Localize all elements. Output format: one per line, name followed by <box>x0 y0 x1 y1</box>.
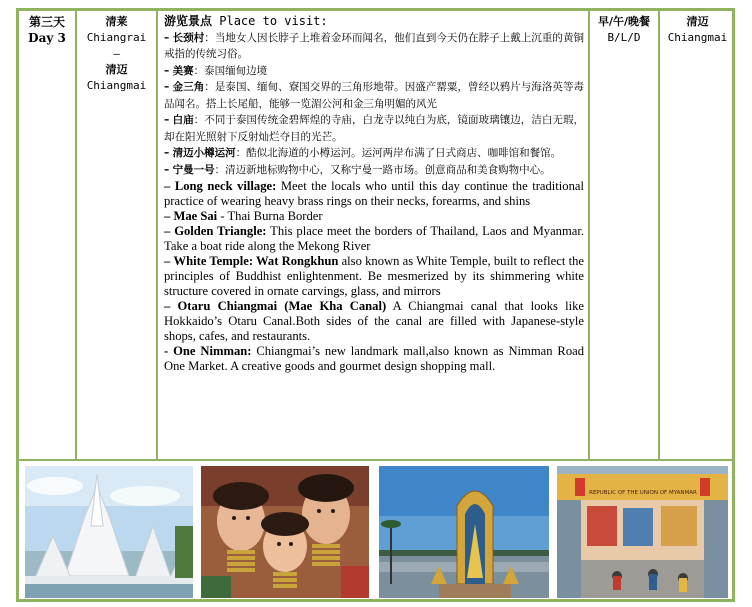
chinese-attraction-list <box>164 30 584 179</box>
row-divider <box>19 459 732 461</box>
en-bullet: – <box>164 254 171 269</box>
zh-attraction-item <box>164 112 584 145</box>
zh-attraction-desc: ：是泰国、缅甸、寮国交界的三角形地带。因盛产罂粟，曾经以鸦片与海洛英等毒品闻名。搭上长尾船，能够一览湄公河和金三角明媚的风光 <box>164 81 585 110</box>
zh-attraction-item <box>164 145 584 162</box>
en-bullet: – <box>164 299 171 314</box>
day-label-cn: 第三天 <box>28 15 65 29</box>
english-attraction-list <box>164 179 584 374</box>
zh-attraction-desc: ：清迈新地标购物中心，又称宁曼一路市场。创意商品和美食购物中心。 <box>214 163 551 176</box>
long-neck-village-photo <box>201 466 369 598</box>
heading-cn: 游览景点 <box>164 14 213 28</box>
zh-attraction-item <box>164 79 584 112</box>
zh-attraction-item <box>164 30 584 63</box>
meals-cell <box>590 11 660 459</box>
zh-attraction-desc: ：不同于泰国传统金碧辉煌的寺庙，白龙寺以纯白为底，镜面玻璃镶边，洁白无瑕，却在阳光照射下反射灿烂夺目的光芒。 <box>164 114 585 143</box>
en-attraction-item <box>164 209 584 224</box>
zh-bullet: – <box>164 114 170 127</box>
zh-attraction-desc: ：当地女人因长脖子上堆着金环而闻名，他们直到今天仍在脖子上戴上沉重的黄铜戒指的传统习俗。 <box>164 31 585 61</box>
zh-attraction-name: 金三角 <box>172 81 205 94</box>
en-attraction-item <box>164 344 584 374</box>
zh-attraction-name: 宁曼一号 <box>172 163 215 176</box>
zh-attraction-item <box>164 63 584 80</box>
en-bullet: - <box>164 344 169 359</box>
en-attraction-name: Long neck village: <box>174 179 277 194</box>
en-attraction-desc: Meet the locals who until this day continue the traditional practice of wearing heavy brass rings on their necks, forearms, and shins <box>164 179 584 209</box>
en-attraction-desc: - Thai Burna Border <box>217 209 323 224</box>
en-attraction-item <box>164 224 584 254</box>
day-label-en: Day 3 <box>28 31 66 45</box>
en-attraction-desc: This place meet the borders of Thailand, Laos and Myanmar. Take a boat ride along the Mekong River <box>164 224 584 254</box>
border-sign-text: REPUBLIC OF THE UNION OF MYANMAR <box>589 490 697 496</box>
golden-triangle-photo <box>379 466 549 598</box>
day-cell <box>19 11 77 459</box>
white-temple-photo <box>25 466 193 598</box>
en-attraction-item <box>164 299 584 344</box>
mae-sai-border-photo <box>557 466 728 598</box>
zh-attraction-name: 清迈小樽运河 <box>172 147 236 160</box>
en-attraction-name: One Nimman: <box>173 344 252 359</box>
zh-bullet: – <box>164 31 170 44</box>
zh-attraction-item <box>164 162 584 179</box>
en-attraction-desc: A Chiangmai canal that looks like Hokkaido’s Otaru Canal.Both sides of the canal are filled with Japanese-style shops, cafes, and restaurants. <box>164 299 585 344</box>
meals-value: B/L/D <box>607 31 641 44</box>
route-from-cn: 清莱 <box>105 15 128 28</box>
zh-bullet: – <box>164 163 170 176</box>
en-attraction-item <box>164 254 584 299</box>
zh-bullet: – <box>164 64 170 77</box>
itinerary-row <box>19 11 732 459</box>
en-attraction-item <box>164 179 584 209</box>
en-bullet: – <box>164 224 171 239</box>
zh-attraction-desc: ：酷似北海道的小樽运河。运河两岸布满了日式商店、咖啡馆和餐馆。 <box>235 147 562 160</box>
route-to-en: Chiangmai <box>86 79 147 92</box>
en-bullet: – <box>164 179 171 194</box>
route-cell <box>77 11 158 459</box>
hotel-en: Chiangmai <box>667 31 728 44</box>
zh-attraction-name: 白庙 <box>172 114 194 127</box>
zh-attraction-name: 美赛 <box>172 64 194 77</box>
en-attraction-name: Mae Sai <box>173 209 218 224</box>
zh-attraction-name: 长颈村 <box>172 31 205 44</box>
zh-attraction-desc: ：泰国缅甸边境 <box>193 64 268 77</box>
content-heading <box>164 14 584 30</box>
route-separator: – <box>113 47 120 60</box>
heading-en: Place to visit: <box>219 14 328 28</box>
en-attraction-desc: Chiangmai’s new landmark mall,also known as Nimman Road One Market. A creative goods and gourmet design shopping mall. <box>164 344 585 374</box>
en-attraction-name: Golden Triangle: <box>174 224 267 239</box>
en-attraction-desc: also known as White Temple, built to reflect the principles of Buddhist enlightenment. Be mesmerized by its shimmering white structure covered in ornate carvings, glass, and mirrors <box>164 254 584 299</box>
hotel-cell <box>660 11 735 459</box>
meals-label: 早/午/晚餐 <box>597 15 651 28</box>
hotel-cn: 清迈 <box>686 15 709 28</box>
route-from-en: Chiangrai <box>86 31 147 44</box>
en-attraction-name: Otaru Chiangmai (Mae Kha Canal) <box>177 299 387 314</box>
en-attraction-name: White Temple: Wat Rongkhun <box>173 254 339 269</box>
photo-strip <box>25 466 728 598</box>
zh-bullet: – <box>164 147 170 160</box>
content-cell <box>158 11 590 459</box>
en-bullet: – <box>164 209 171 224</box>
zh-bullet: – <box>164 81 170 94</box>
itinerary-table <box>16 8 735 602</box>
route-to-cn: 清迈 <box>105 63 128 76</box>
